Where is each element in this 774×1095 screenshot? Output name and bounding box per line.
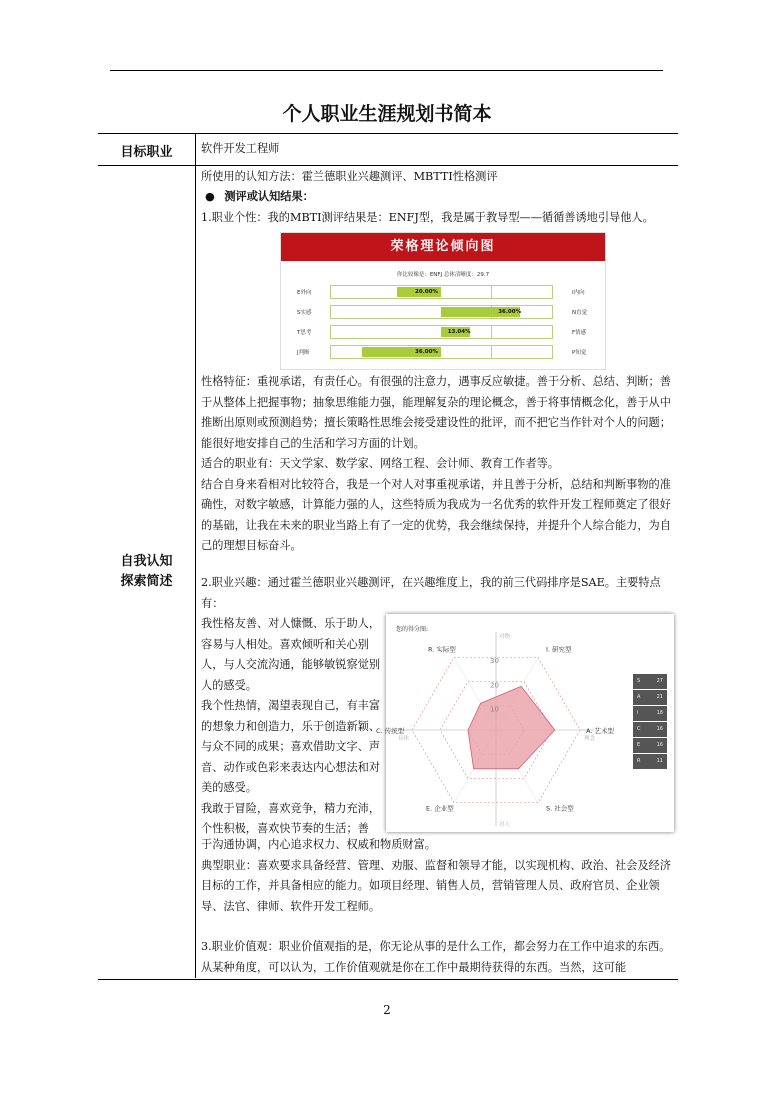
- mbti-chart: [280, 232, 606, 370]
- table-column-divider: [195, 133, 196, 978]
- interest-traits-continued: [201, 835, 674, 917]
- mbti-bar-value: 13.04%: [447, 329, 471, 335]
- self-comparison-text: 结合自身来看相对比较符合，我是一个对人对事重视承诺，并且善于分析，总结和判断事物的准确性，对数字敏感，计算能力强的人，这些特质为我成为一名优秀的软件开发工程师奠定了很好的基础，让我在未来的职业当路上有了一定的优势，我会继续保持，并提升个人综合能力，为自己的理想目标奋斗。: [201, 477, 671, 552]
- radar-direction-label: 对人: [499, 822, 511, 828]
- mbti-row: [281, 285, 605, 299]
- mbti-chart-title: 荣格理论倾向图: [281, 233, 605, 261]
- mbti-bar-divider: [491, 286, 492, 298]
- mbti-left-label: E外向: [297, 290, 312, 296]
- radar-ring-label: 20: [490, 681, 499, 690]
- radar-plot: [376, 614, 626, 832]
- radar-axis-label: I. 研究型: [546, 645, 572, 654]
- interest-paragraph: 2.职业兴趣：通过霍兰德职业兴趣测评，在兴趣维度上，我的前三代码排序是SAE。主要特点有：: [201, 576, 661, 610]
- artistic-trait-text: 我个性热情，渴望表现自己，有丰富的想象力和创造力，乐于创造新颖、与众不同的成果；喜欢借助文字、声音、动作或色彩来表达内心想法和对美的感受。: [201, 699, 381, 794]
- legend-value: 18: [656, 710, 663, 716]
- legend-code: E: [637, 742, 641, 748]
- methods-text: 所使用的认知方法：霍兰德职业兴趣测评、MBTTI性格测评: [201, 170, 498, 183]
- table-row-divider: [98, 165, 678, 166]
- radar-direction-label: 对物: [499, 634, 511, 640]
- mbti-right-label: I内向: [572, 290, 585, 296]
- mbti-bar-divider: [491, 326, 492, 338]
- radar-axis-label: S. 社会型: [546, 804, 574, 813]
- legend-value: 21: [656, 694, 663, 700]
- self-awareness-label-line1: 自我认知: [120, 554, 173, 569]
- legend-code: R: [637, 758, 641, 764]
- mbti-left-label: J判断: [297, 350, 310, 356]
- social-trait-text: 我性格友善、对人慷慨、乐于助人，容易与人相处。喜欢倾听和关心别人，与人交流沟通，能够敏锐察觉别人的感受。: [201, 617, 381, 692]
- legend-code: A: [637, 694, 641, 700]
- radar-data-area: [468, 686, 555, 768]
- legend-item: [633, 706, 667, 721]
- legend-code: I: [637, 710, 639, 716]
- target-career-value: 软件开发工程师: [201, 142, 280, 155]
- legend-value: 16: [656, 726, 663, 732]
- enterprising-trait-text-continued: 于沟通协调，内心追求权力、权威和物质财富。: [201, 838, 436, 851]
- radar-axis-label: C. 传统型: [376, 727, 405, 735]
- personality-paragraph: 1.职业个性：我的MBTI测评结果是：ENFJ型，我是属于教导型——循循善诱地引导他人。: [201, 211, 654, 224]
- header-rule: [110, 70, 663, 71]
- mbti-bar-value: 36.00%: [498, 309, 522, 315]
- mbti-right-label: N直觉: [572, 310, 588, 316]
- suitable-careers-text: 适合的职业有：天文学家、数学家、网络工程、会计师、教育工作者等。: [201, 457, 560, 470]
- mbti-bar-divider: [491, 346, 492, 358]
- results-heading-text: 测评或认知结果：: [224, 190, 314, 203]
- values-paragraph: 3.职业价值观：职业价值观指的是，你无论从事的是什么工作，都会努力在工作中追求的东西。从某种角度，可以认为，工作价值观就是你在工作中最期待获得的东西。当然，这可能: [201, 940, 671, 974]
- radar-ring-label: 30: [490, 656, 499, 665]
- mbti-bar-track: [330, 285, 553, 299]
- legend-value: 11: [656, 758, 663, 764]
- mbti-bar-track: [330, 345, 553, 359]
- traits-paragraph: [201, 372, 674, 557]
- legend-item: [633, 690, 667, 705]
- radar-ring-label: 10: [490, 705, 499, 714]
- legend-item: [633, 754, 667, 769]
- legend-value: 27: [656, 678, 663, 684]
- radar-chart-title: 您的得分图:: [396, 626, 429, 633]
- radar-direction-label: 具体: [398, 736, 410, 742]
- mbti-row: [281, 325, 605, 339]
- mbti-bar-value: 20.00%: [415, 289, 438, 295]
- radar-axis-label: E. 企业型: [426, 804, 454, 813]
- mbti-row: [281, 305, 605, 319]
- enterprising-trait-text: 我敢于冒险，喜欢竞争，精力充沛，个性积极，喜欢快节奏的生活；善: [201, 801, 381, 835]
- mbti-right-label: F情感: [572, 330, 587, 336]
- traits-text: 性格特征：重视承诺，有责任心。有很强的注意力，遇事反应敏捷。善于分析、总结、判断；善于从整体上把握事物；抽象思维能力强，能理解复杂的理论概念，善于将事情概念化，善于从中推断出原则或预测趋势；擅长策略性思维会接受建设性的批评，而不把它当作针对个人的问题；能很好地安排自己的生活和学习方面的计划。: [201, 375, 671, 450]
- self-awareness-label-line2: 探索简述: [120, 574, 173, 589]
- legend-code: C: [637, 726, 641, 732]
- target-career-label: 目标职业: [120, 145, 173, 160]
- legend-item: [633, 722, 667, 737]
- interest-traits: [201, 614, 381, 840]
- results-heading: [201, 187, 674, 208]
- mbti-bar-track: [330, 325, 553, 339]
- self-awareness-label: [98, 552, 195, 592]
- mbti-left-label: T思考: [297, 330, 312, 336]
- mbti-left-label: S实感: [297, 310, 312, 316]
- page-number: 2: [383, 1003, 391, 1017]
- mbti-bar-value: 36.00%: [415, 349, 438, 355]
- typical-careers-text: 典型职业：喜欢要求具备经营、管理、劝服、监督和领导才能，以实现机构、政治、社会及经济目标的工作，并具备相应的能力。如项目经理、销售人员，营销管理人员、政府官员、企业领导、法官、律师、软件开发工程师。: [201, 858, 671, 913]
- bullet-icon: ●: [205, 190, 215, 203]
- holland-radar-chart: [376, 614, 674, 832]
- legend-item: [633, 674, 667, 689]
- radar-axis-label: A. 艺术型: [586, 727, 614, 735]
- page-title: 个人职业生涯规划书简本: [282, 103, 492, 125]
- legend-code: S: [637, 678, 641, 684]
- legend-value: 16: [656, 742, 663, 748]
- legend-item: [633, 738, 667, 753]
- radar-direction-label: 理念: [584, 736, 596, 742]
- mbti-row: [281, 345, 605, 359]
- radar-axis-label: R. 实际型: [428, 645, 456, 654]
- radar-legend: [633, 674, 667, 770]
- mbti-right-label: P知觉: [572, 350, 587, 356]
- mbti-bar-track: [330, 305, 553, 319]
- mbti-chart-subtitle: 你比较像是：ENFJ 总体清晰度：29.7: [396, 272, 490, 278]
